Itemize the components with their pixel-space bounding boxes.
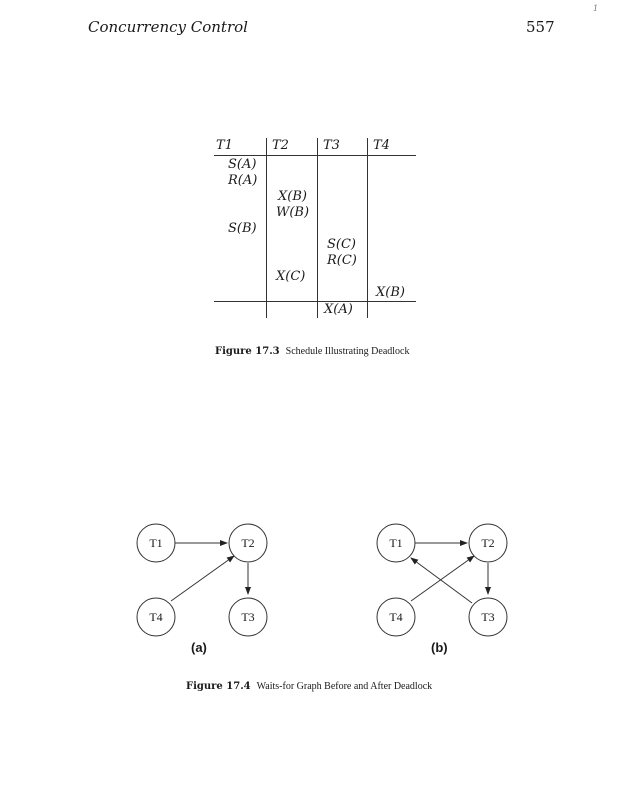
schedule-operation: X(A) <box>324 302 353 317</box>
edge-t4-t2 <box>171 556 234 601</box>
schedule-operation: X(C) <box>276 269 306 284</box>
edge-t3-t1 <box>411 558 472 603</box>
figure-text: Schedule Illustrating Deadlock <box>285 346 410 357</box>
column-header-t1: T1 <box>216 138 233 153</box>
schedule-operation: X(B) <box>278 189 307 204</box>
schedule-operation: S(A) <box>228 157 257 172</box>
schedule-operation: W(B) <box>276 205 310 220</box>
graph-a-label: (a) <box>191 640 207 655</box>
node-label-t4: T4 <box>149 610 163 624</box>
figure-text: Waits-for Graph Before and After Deadlock <box>256 681 433 692</box>
page-number: 557 <box>526 18 555 36</box>
node-label-t1: T1 <box>389 536 403 550</box>
column-header-t3: T3 <box>323 138 340 153</box>
schedule-operation: R(A) <box>228 173 258 188</box>
edge-t4-t2 <box>411 556 474 601</box>
figure-label: Figure 17.3 <box>215 346 280 357</box>
column-header-t4: T4 <box>373 138 390 153</box>
node-label-t4: T4 <box>389 610 403 624</box>
node-label-t3: T3 <box>241 610 255 624</box>
running-head: Concurrency Control <box>88 18 248 36</box>
graph-b-label: (b) <box>431 640 448 655</box>
node-label-t2: T2 <box>481 536 495 550</box>
node-label-t2: T2 <box>241 536 255 550</box>
node-label-t3: T3 <box>481 610 495 624</box>
column-header-t2: T2 <box>272 138 289 153</box>
schedule-operation: R(C) <box>327 253 357 268</box>
schedule-operation: S(B) <box>228 221 257 236</box>
corner-mark: 1 <box>593 4 599 13</box>
schedule-operation: X(B) <box>376 285 405 300</box>
figure-label: Figure 17.4 <box>186 681 251 692</box>
figure-17-4-caption <box>186 681 432 692</box>
schedule-operation: S(C) <box>327 237 356 252</box>
node-label-t1: T1 <box>149 536 163 550</box>
